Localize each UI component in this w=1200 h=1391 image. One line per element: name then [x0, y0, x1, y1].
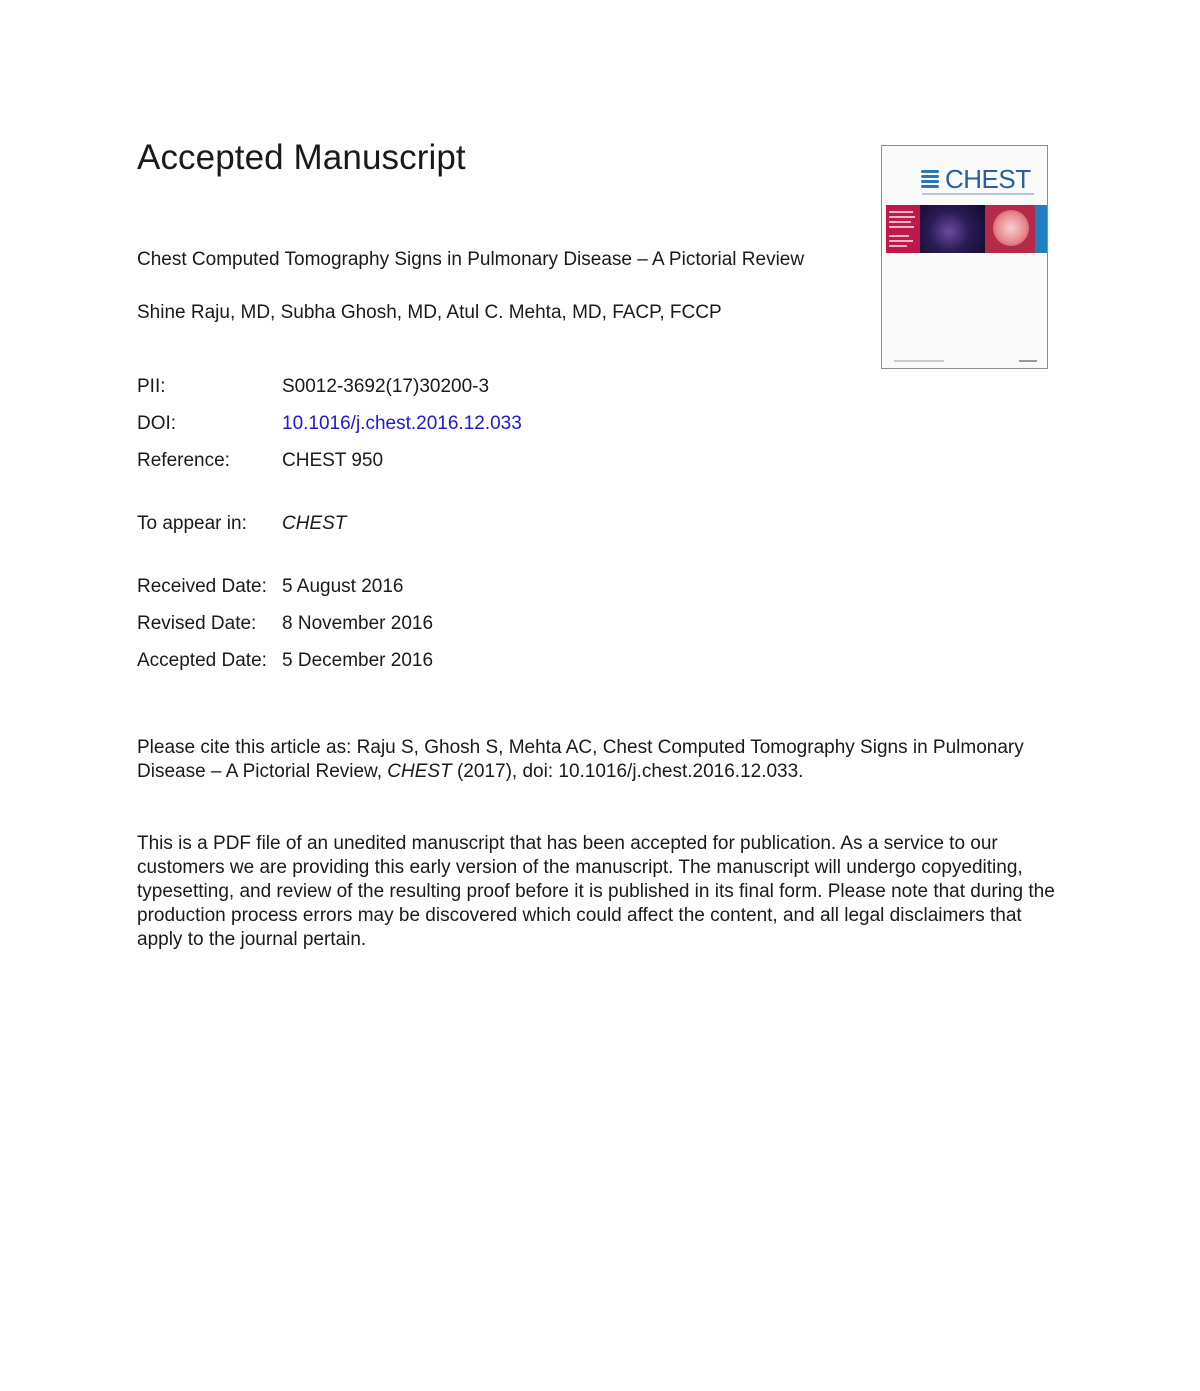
chest-logo-text: CHEST: [945, 163, 1031, 194]
accepted-date-value: 5 December 2016: [282, 650, 434, 671]
received-date-value: 5 August 2016: [282, 576, 404, 597]
meta-received-date: [137, 576, 837, 600]
meta-doi: [137, 413, 837, 437]
appear-in-value: CHEST: [282, 513, 347, 534]
chest-logo-icon: [921, 168, 941, 190]
cover-publisher-mark: [1019, 360, 1037, 362]
page-heading: Accepted Manuscript: [137, 138, 466, 177]
meta-revised-date: [137, 613, 837, 637]
authors: Shine Raju, MD, Subha Ghosh, MD, Atul C. Mehta, MD, FACP, FCCP: [137, 302, 722, 323]
cover-red-panel: [886, 205, 920, 253]
disclaimer-paragraph: This is a PDF file of an unedited manuscript that has been accepted for publication. As a service to our customers we are providing this early version of the manuscript. The manuscript will undergo copyediting, typesetting, and review of the resulting proof before it is published in its final form. Please note that during the production process errors may be discovered which could affect the content, and all legal disclaimers that apply to the journal pertain.: [137, 833, 1055, 950]
reference-value: CHEST 950: [282, 450, 384, 471]
meta-appear-in: [137, 513, 837, 537]
doi-link[interactable]: 10.1016/j.chest.2016.12.033: [282, 413, 522, 434]
citation-paragraph: [137, 736, 1097, 784]
cover-footer-text: [894, 360, 944, 362]
doi-label: DOI:: [137, 413, 177, 434]
citation-prefix: Please cite this article as: Raju S, Ghosh S, Mehta AC, Chest Computed Tomography Signs in Pulmonary Disease – A Pictorial Review,: [137, 737, 1024, 782]
cover-subtitle-line: [922, 193, 1034, 195]
citation-suffix: (2017), doi: 10.1016/j.chest.2016.12.033.: [451, 761, 804, 782]
accepted-date-label: Accepted Date:: [137, 650, 267, 671]
citation-journal: CHEST: [387, 761, 452, 782]
journal-cover-image: [881, 145, 1048, 369]
meta-pii: [137, 376, 837, 400]
cover-photo-bronchoscopy: [920, 205, 985, 253]
pii-label: PII:: [137, 376, 166, 397]
revised-date-label: Revised Date:: [137, 613, 257, 634]
revised-date-value: 8 November 2016: [282, 613, 434, 634]
cover-photo-circle: [985, 205, 1035, 253]
meta-accepted-date: [137, 650, 837, 674]
reference-label: Reference:: [137, 450, 230, 471]
pii-value: S0012-3692(17)30200-3: [282, 376, 490, 397]
appear-in-label: To appear in:: [137, 513, 247, 534]
article-title: Chest Computed Tomography Signs in Pulmonary Disease – A Pictorial Review: [137, 249, 805, 270]
cover-image-band: [886, 205, 1047, 253]
meta-reference: [137, 450, 837, 474]
received-date-label: Received Date:: [137, 576, 267, 597]
chest-logo: [921, 164, 1031, 194]
cover-blue-panel: [1035, 205, 1047, 253]
